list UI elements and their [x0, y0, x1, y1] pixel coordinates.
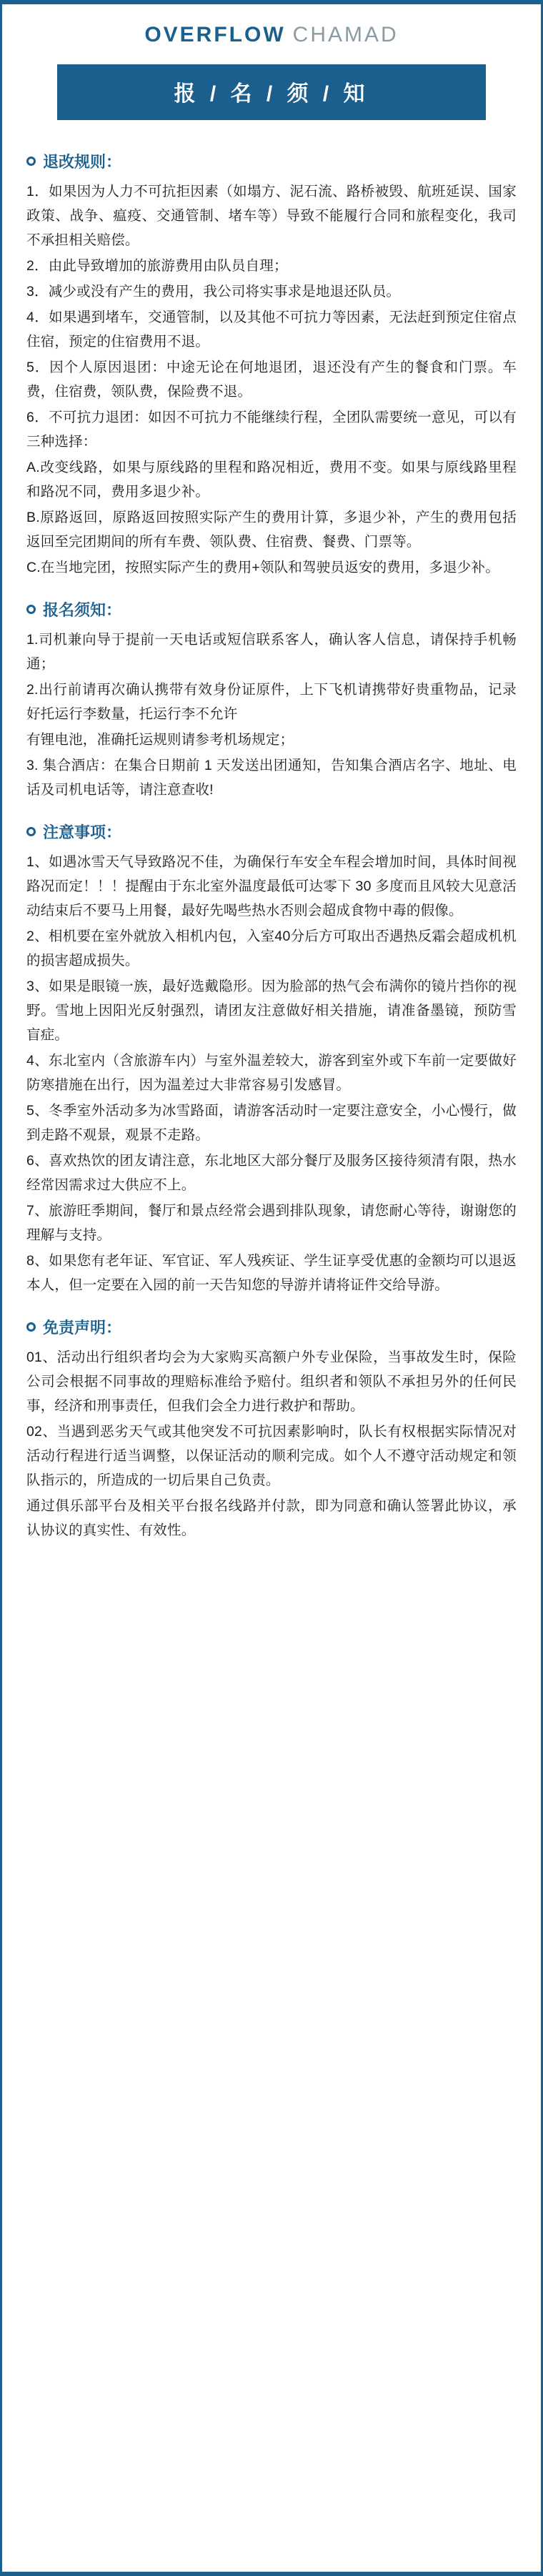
paragraph: 通过俱乐部平台及相关平台报名线路并付款，即为同意和确认签署此协议，承认协议的真实性、有效性。	[26, 1498, 517, 1538]
section-heading-text: 报名须知：	[43, 601, 122, 619]
paragraph: A.改变线路，如果与原线路的里程和路况相近，费用不变。如果与原线路里程和路况不同，费用多退少补。	[26, 460, 517, 500]
section-heading	[26, 598, 517, 620]
paragraph: 1、如遇冰雪天气导致路况不佳，为确保行车安全车程会增加时间，具体时间视路况而定！！！提醒由于东北室外温度最低可达零下 30 多度而且风较大见意活动结束后不要马上用餐，最好先喝些热水否则会超成食物中毒的假像。	[26, 854, 517, 918]
section-precautions	[26, 821, 517, 1297]
section-disclaimer	[26, 1316, 517, 1542]
section-heading	[26, 821, 517, 843]
paragraph: 3、如果是眼镜一族，最好选戴隐形。因为脸部的热气会布满你的镜片挡你的视野。雪地上因阳光反射强烈，请团友注意做好相关措施，请准备墨镜，预防雪盲症。	[26, 979, 517, 1043]
document-content	[2, 124, 541, 1542]
paragraph: 2．由此导致增加的旅游费用由队员自理；	[26, 258, 288, 274]
section-registration-notes	[26, 598, 517, 802]
bottom-divider	[2, 2572, 541, 2576]
section-heading-text: 免责声明：	[43, 1319, 122, 1337]
circle-bullet-icon	[26, 157, 36, 166]
paragraph: 2.出行前请再次确认携带有效身份证原件，上下飞机请携带好贵重物品，记录好托运行李数量，托运行李不允许	[26, 682, 517, 722]
paragraph: 6、喜欢热饮的团友请注意，东北地区大部分餐厅及服务区接待须清有限，热水经常因需求过大供应不上。	[26, 1153, 517, 1193]
paragraph: 4、东北室内（含旅游车内）与室外温差较大，游客到室外或下车前一定要做好防寒措施在出行，因为温差过大非常容易引发感冒。	[26, 1053, 517, 1093]
section-heading-text: 注意事项：	[43, 823, 122, 841]
paragraph: 3．减少或没有产生的费用，我公司将实事求是地退还队员。	[26, 284, 401, 299]
circle-bullet-icon	[26, 827, 36, 836]
page-title: 报 / 名 / 须 / 知	[57, 64, 486, 120]
section-heading-text: 退改规则：	[43, 153, 122, 171]
paragraph: 1．如果因为人力不可抗拒因素（如塌方、泥石流、路桥被毁、航班延误、国家政策、战争、瘟疫、交通管制、堵车等）导致不能履行合同和旅程变化，我司不承担相关赔偿。	[26, 184, 517, 248]
paragraph: 1.司机兼向导于提前一天电话或短信联系客人，确认客人信息，请保持手机畅通；	[26, 632, 517, 672]
brand-secondary-text: CHAMAD	[292, 23, 399, 46]
section-heading	[26, 150, 517, 172]
paragraph: 6．不可抗力退团：如因不可抗力不能继续行程，全团队需要统一意见，可以有三种选择：	[26, 410, 517, 450]
paragraph: 有锂电池，准确托运规则请参考机场规定；	[26, 732, 294, 748]
paragraph: 02、当遇到恶劣天气或其他突发不可抗因素影响时，队长有权根据实际情况对活动行程进行适当调整，以保证活动的顺利完成。如个人不遵守活动规定和领队指示的，所造成的一切后果自己负责。	[26, 1424, 517, 1488]
paragraph: B.原路返回，原路返回按照实际产生的费用计算，多退少补，产生的费用包括返回至完团期间的所有车费、领队费、住宿费、餐费、门票等。	[26, 510, 517, 550]
paragraph: 4．如果遇到堵车，交通管制，以及其他不可抗力等因素，无法赶到预定住宿点住宿，预定的住宿费用不退。	[26, 309, 517, 350]
paragraph: 5、冬季室外活动多为冰雪路面，请游客活动时一定要注意安全，小心慢行，做到走路不观景，观景不走路。	[26, 1103, 517, 1143]
paragraph: C.在当地完团，按照实际产生的费用+领队和驾驶员返安的费用，多退少补。	[26, 560, 499, 575]
paragraph: 8、如果您有老年证、军官证、军人残疾证、学生证享受优惠的金额均可以退返本人，但一定要在入园的前一天告知您的导游并请将证件交给导游。	[26, 1253, 517, 1293]
section-refund-rules	[26, 150, 517, 580]
brand-header	[2, 4, 541, 51]
paragraph: 5．因个人原因退团：中途无论在何地退团，退还没有产生的餐食和门票。车费，住宿费，领队费，保险费不退。	[26, 360, 517, 400]
circle-bullet-icon	[26, 1322, 36, 1332]
paragraph: 3. 集合酒店：在集合日期前 1 天发送出团通知，告知集合酒店名字、地址、电话及司机电话等，请注意查收!	[26, 758, 517, 798]
circle-bullet-icon	[26, 605, 36, 614]
section-heading	[26, 1316, 517, 1338]
paragraph: 7、旅游旺季期间，餐厅和景点经常会遇到排队现象，请您耐心等待，谢谢您的理解与支持。	[26, 1203, 517, 1243]
brand-primary-text: OVERFLOW	[144, 23, 286, 46]
paragraph: 01、活动出行组织者均会为大家购买高额户外专业保险，当事故发生时，保险公司会根据不同事故的理赔标准给予赔付。组织者和领队不承担另外的任何民事，经济和刑事责任，但我们会全力进行救护和帮助。	[26, 1349, 517, 1414]
paragraph: 2、相机要在室外就放入相机内包，入室40分后方可取出否遇热反霜会超成机机的损害超成损失。	[26, 928, 517, 969]
